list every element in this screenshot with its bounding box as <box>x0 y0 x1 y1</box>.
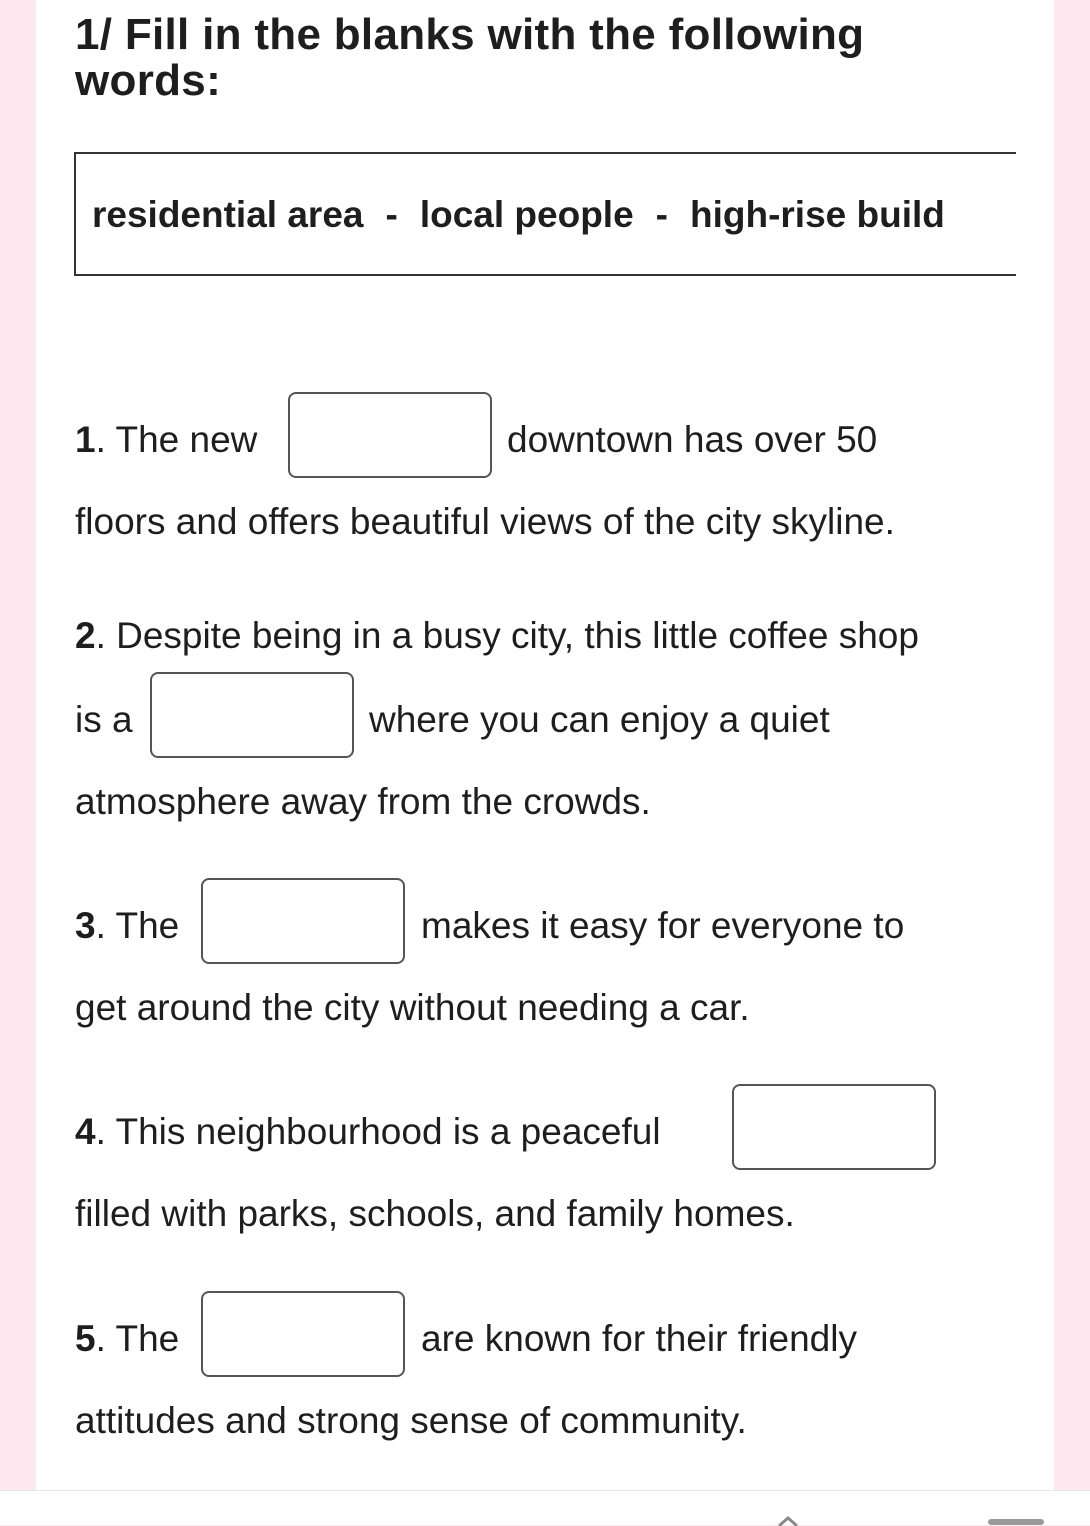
word-bank-list <box>92 194 945 236</box>
left-margin-stripe <box>0 0 36 1490</box>
answer-blank-3[interactable] <box>201 878 405 964</box>
question-number: 3 <box>75 905 96 946</box>
question-5-line-1 <box>75 1319 179 1359</box>
question-text: attitudes and strong sense of community. <box>75 1400 747 1441</box>
question-number: 2 <box>75 615 96 656</box>
question-text: . The <box>95 905 180 946</box>
title-line-1: 1/ Fill in the blanks with the following <box>75 10 865 59</box>
question-text: are known for their friendly <box>421 1318 857 1359</box>
question-text: atmosphere away from the crowds. <box>75 781 651 822</box>
question-text: . This neighbourhood is a peaceful <box>95 1111 661 1152</box>
answer-blank-1[interactable] <box>288 392 492 478</box>
question-text: is a <box>75 699 133 740</box>
question-text: . Despite being in a busy city, this little coffee shop <box>95 615 919 656</box>
question-3-line-1 <box>75 906 179 946</box>
answer-blank-2[interactable] <box>150 672 354 758</box>
drag-handle[interactable] <box>988 1519 1044 1525</box>
question-text: floors and offers beautiful views of the city skyline. <box>75 501 895 542</box>
chevron-up-icon[interactable] <box>778 1516 798 1526</box>
question-number: 5 <box>75 1318 96 1359</box>
question-text: where you can enjoy a quiet <box>369 699 830 740</box>
right-margin-stripe <box>1054 0 1090 1490</box>
word-separator: - <box>385 194 398 235</box>
exercise-title <box>75 12 975 104</box>
question-1-line-1 <box>75 420 257 460</box>
question-text: . The <box>95 1318 180 1359</box>
question-text: get around the city without needing a car. <box>75 987 750 1028</box>
word-bank-item: residential area <box>92 194 364 235</box>
question-text: . The new <box>95 419 258 460</box>
answer-blank-5[interactable] <box>201 1291 405 1377</box>
question-number: 1 <box>75 419 96 460</box>
word-bank-box <box>74 152 1016 276</box>
word-bank-item: high-rise build <box>689 194 945 235</box>
question-number: 4 <box>75 1111 96 1152</box>
question-text: makes it easy for everyone to <box>421 905 905 946</box>
word-bank-item: local people <box>419 194 634 235</box>
question-text: filled with parks, schools, and family homes. <box>75 1193 795 1234</box>
word-separator: - <box>655 194 668 235</box>
question-text: downtown has over 50 <box>507 419 878 460</box>
title-line-2: words: <box>75 56 222 105</box>
question-2-line-1 <box>75 616 919 656</box>
answer-blank-4[interactable] <box>732 1084 936 1170</box>
bottom-toolbar <box>0 1490 1090 1525</box>
question-4-line-1 <box>75 1112 661 1152</box>
